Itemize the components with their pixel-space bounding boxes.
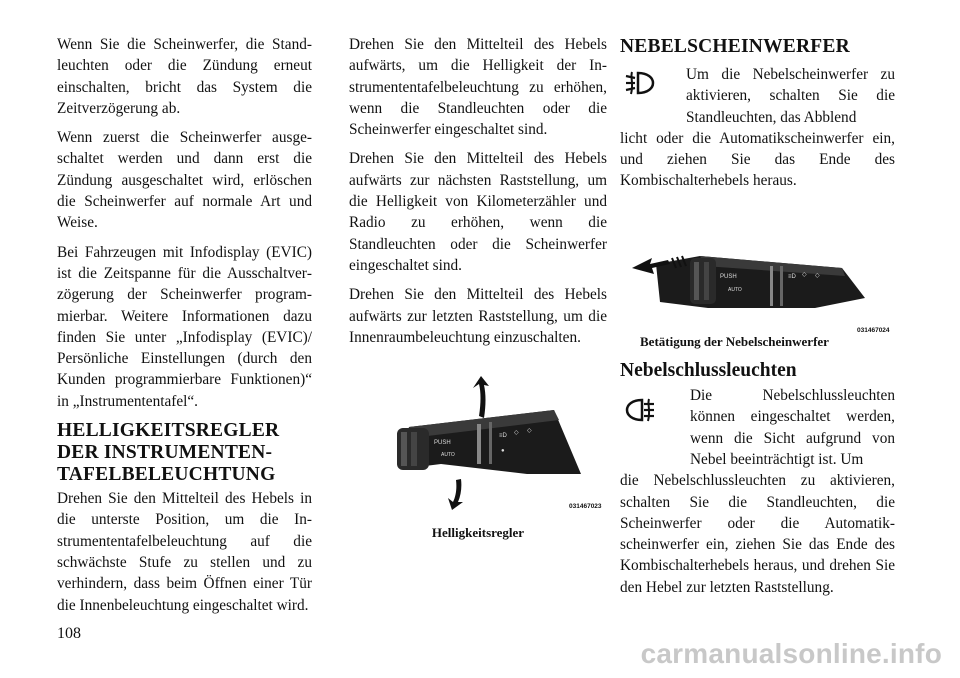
svg-text:◇: ◇ <box>514 430 519 437</box>
paragraph: licht oder die Automatikscheinwerfer ein, und ziehen Sie das Ende des Kombischalterhebels heraus. <box>620 129 895 190</box>
heading-line: HELLIGKEITSREGLER <box>57 420 280 442</box>
column-left <box>57 34 312 624</box>
arrow-down-icon <box>448 479 463 510</box>
paragraph: Drehen Sie den Mittelteil des Hebels in die unterste Position, um die Instrumententafelbeleuchtung auf die schwächste Stufe zu stellen und zu verhindern, dass beim Öffnen einer Tür die Innenbeleuchtung eingeschaltet wird. <box>57 490 312 614</box>
figure-code: 031467023 <box>569 503 602 511</box>
paragraph: Drehen Sie den Mittelteil des Hebels aufwärts zur nächsten Raststellung, um die Helligkeit von Kilometerzähler und Radio zu erhöhen, wenn die Standleuchten oder die Scheinwerfer eingeschaltet sind. <box>349 150 607 274</box>
paragraph: Wenn zuerst die Scheinwerfer ausgeschaltet werden und dann erst die Zündung ausgeschaltet wird, erlöschen die Scheinwerfer auf normale Art und Weise. <box>57 129 312 232</box>
page-number: 108 <box>57 625 81 642</box>
stalk-auto-label: AUTO <box>441 452 455 459</box>
heading-line: DER INSTRUMENTEN- <box>57 442 273 464</box>
dimmer-figure <box>349 372 607 541</box>
figure-caption: Betätigung der Nebelscheinwerfer <box>640 333 829 349</box>
figure-code: 031467024 <box>857 326 890 334</box>
front-fog-light-icon <box>622 68 658 98</box>
fog-light-stalk-illustration <box>620 228 895 328</box>
svg-text:◇: ◇ <box>802 271 807 278</box>
svg-text:◇: ◇ <box>815 272 820 279</box>
paragraph: Drehen Sie den Mittelteil des Hebels aufwärts zur letzten Raststellung, um die Innenraumbeleuchtung einzuschalten. <box>349 286 607 346</box>
svg-text:●: ● <box>501 448 505 455</box>
svg-text:≡D: ≡D <box>499 433 507 440</box>
svg-text:◇: ◇ <box>527 428 532 435</box>
paragraph: Bei Fahrzeugen mit Infodisplay (EVIC) ist die Zeitspanne für die Ausschaltverzögerung der Scheinwerfer programmierbar. Weitere Informationen dazu finden Sie unter „Infodisplay (EVIC)/ Persönliche Einstellungen (durch den Kunden programmierbare Funktionen)“ in „Instrumententafel“. <box>57 243 312 410</box>
column-right <box>620 34 895 606</box>
dimmer-stalk-illustration <box>349 372 607 512</box>
paragraph: die Nebelschlussleuchten zu aktivieren, schalten Sie die Standleuchten, die Scheinwerfer oder die Automatikscheinwerfer ein, ziehen Sie das Ende des Kombischalterhebels heraus, und drehen Sie den Hebel zur letzten Raststellung. <box>620 472 895 596</box>
heading-line: TAFELBELEUCHTUNG <box>57 464 276 486</box>
section-heading <box>57 420 312 486</box>
rear-fog-light-icon <box>622 395 658 425</box>
fog-light-intro <box>620 64 895 128</box>
stalk-push-label: PUSH <box>434 440 451 447</box>
stalk-push-label: PUSH <box>720 273 737 280</box>
paragraph: Die Nebelschlussleuchten können eingeschaltet werden, wenn die Sicht aufgrund von Nebel beeinträchtigt ist. Um <box>690 387 895 468</box>
figure-caption: Helligkeitsregler <box>431 525 525 541</box>
arrow-up-icon <box>473 376 489 418</box>
stalk-auto-label: AUTO <box>728 286 742 293</box>
svg-text:≡D: ≡D <box>788 273 796 280</box>
subsection-heading: Nebelschlussleuchten <box>620 359 797 381</box>
watermark[interactable]: carmanualsonline.info <box>640 638 942 669</box>
rear-fog-intro <box>620 385 895 470</box>
column-middle <box>349 34 607 541</box>
paragraph: Drehen Sie den Mittelteil des Hebels aufwärts, um die Helligkeit der Instrumententafelbeleuchtung zu erhöhen, wenn die Standleuchten oder die Scheinwerfer eingeschaltet sind. <box>349 36 607 139</box>
paragraph: Wenn Sie die Scheinwerfer, die Standleuchten oder die Zündung erneut einschalten, bricht das System die Zeitverzögerung ab. <box>57 36 312 117</box>
fog-light-figure <box>620 228 895 352</box>
section-heading: NEBELSCHEINWERFER <box>620 36 850 57</box>
paragraph: Um die Nebelscheinwerfer zu aktivieren, schalten Sie die Standleuchten, das Abblend <box>686 66 895 126</box>
